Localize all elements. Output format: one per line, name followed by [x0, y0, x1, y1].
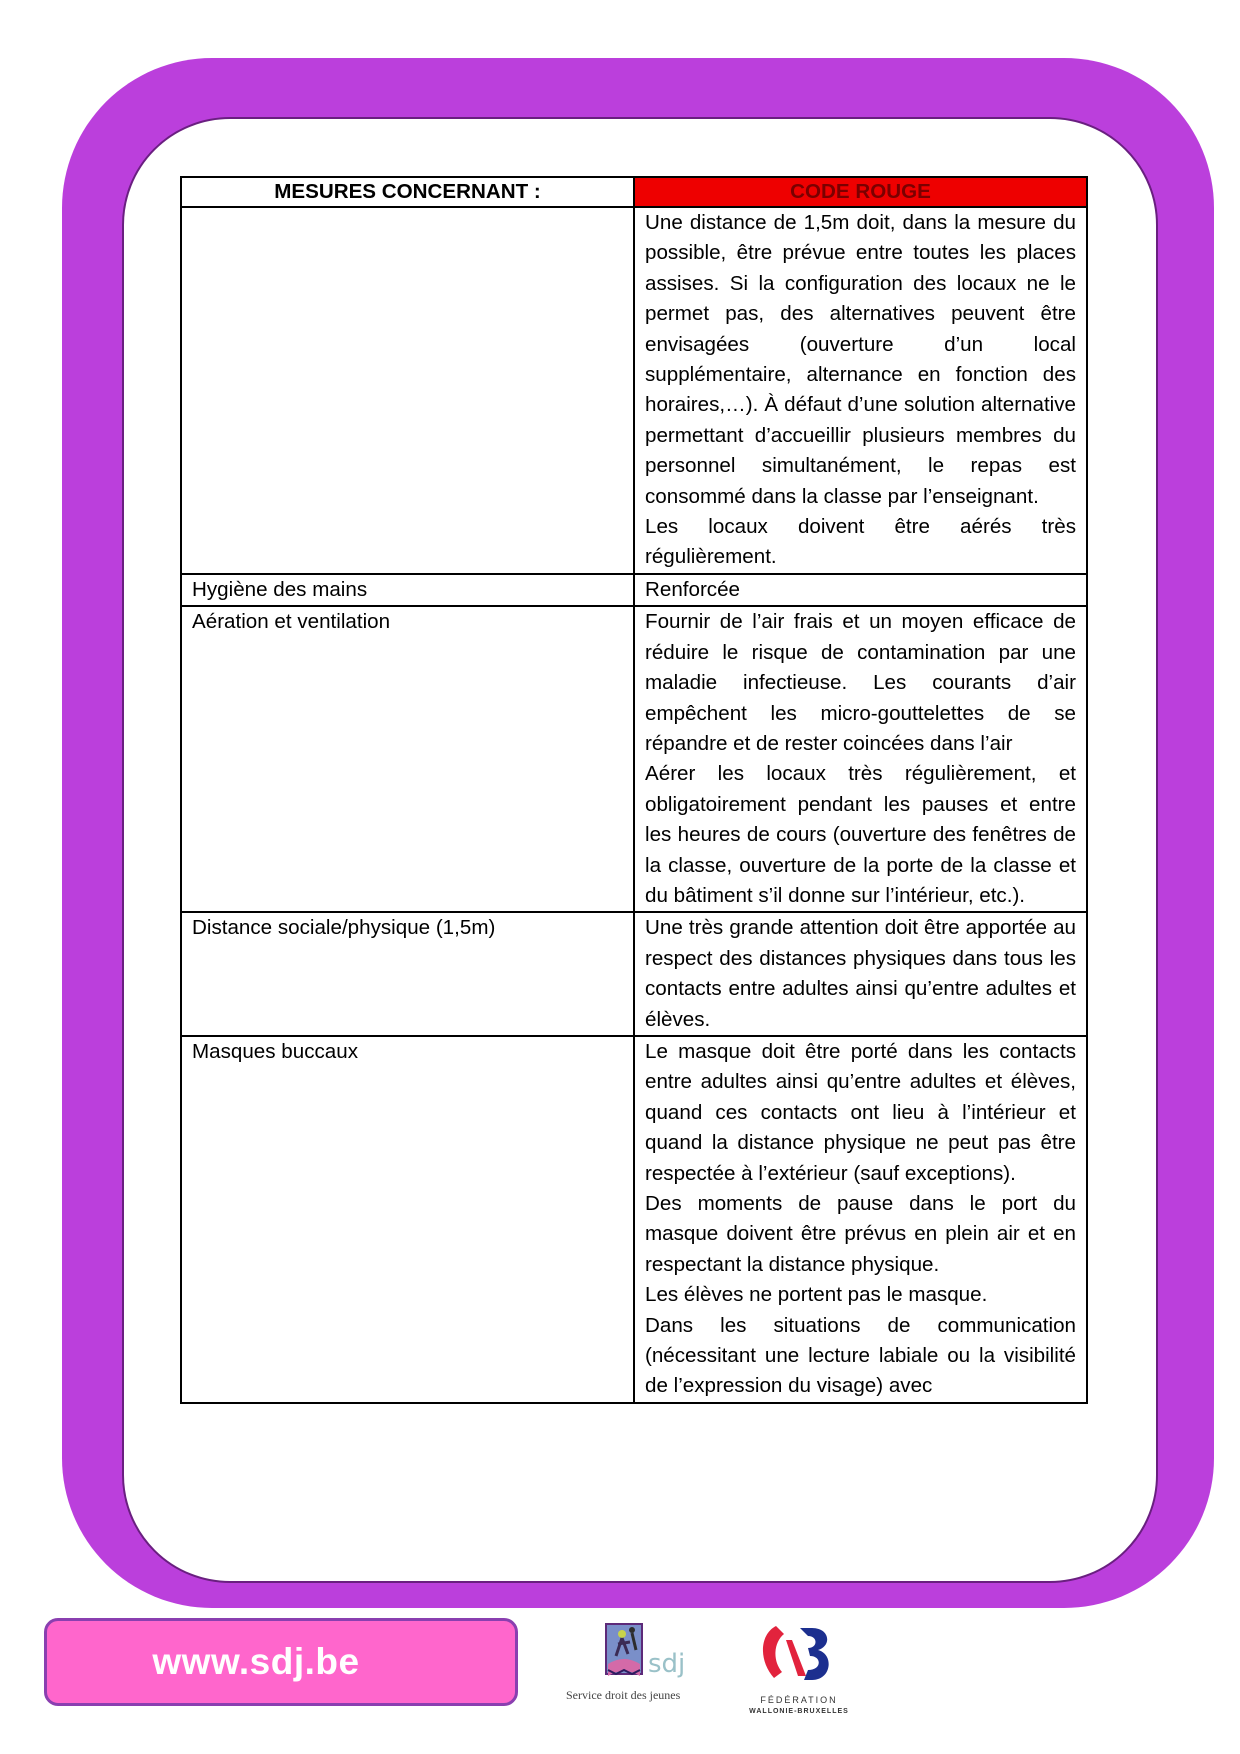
row-description [634, 1036, 1087, 1403]
row-label: Aération et ventilation [181, 606, 634, 912]
row-paragraph: Dans les situations de communication (nécessitant une lecture labiale ou la visibilité de l’expression du visage) avec [645, 1313, 1076, 1398]
row-label: Hygiène des mains [181, 574, 634, 606]
header-measures: MESURES CONCERNANT : [181, 177, 634, 207]
website-link[interactable] [44, 1618, 518, 1706]
table-row [181, 912, 1087, 1036]
row-paragraph: Les élèves ne portent pas le masque. [645, 1283, 988, 1307]
fwb-caption-line2: WALLONIE-BRUXELLES [749, 1708, 849, 1715]
table-row [181, 606, 1087, 912]
sdj-logo-caption: Service droit des jeunes [566, 1688, 681, 1702]
table-row [181, 574, 1087, 606]
fwb-caption-line1: FÉDÉRATION [760, 1695, 838, 1705]
row-paragraph: Renforcée [645, 577, 741, 601]
row-description [634, 912, 1087, 1036]
table-row [181, 1036, 1087, 1403]
row-paragraph: Les locaux doivent être aérés très régulièrement. [645, 515, 1076, 569]
table-row [181, 207, 1087, 574]
measures-table [180, 176, 1088, 1404]
row-description [634, 574, 1087, 606]
row-label: Distance sociale/physique (1,5m) [181, 912, 634, 1036]
row-paragraph: Une très grande attention doit être apportée au respect des distances physiques dans tous les contacts entre adultes ainsi qu’entre adultes et élèves. [645, 916, 1076, 1031]
row-paragraph: Des moments de pause dans le port du masque doivent être prévus en plein air et en respectant la distance physique. [645, 1192, 1076, 1276]
row-paragraph: Aérer les locaux très régulièrement, et obligatoirement pendant les pauses et entre les heures de cours (ouverture des fenêtres de la classe, ouverture de la porte de la classe et du bâtiment s’il donne sur l’intérieur, etc.). [645, 762, 1076, 907]
sdj-logo-letters: sdj [648, 1649, 686, 1679]
website-text[interactable]: www.sdj.be [152, 1641, 360, 1682]
row-paragraph: Une distance de 1,5m doit, dans la mesure du possible, être prévue entre toutes les places assises. Si la configuration des locaux ne le permet pas, des alternatives peuvent être envisagées (ouverture d’un local supplémentaire, alternance en fonction des horaires,…). À défaut d’une solution alternative permettant d’accueillir plusieurs membres du personnel simultanément, le repas est consommé dans la classe par l’enseignant. [645, 211, 1076, 508]
row-paragraph: Le masque doit être porté dans les contacts entre adultes ainsi qu’entre adultes et élèves, quand ces contacts ont lieu à l’intérieur et quand la distance physique ne peut pas être respectée à l’extérieur (sauf exceptions). [645, 1039, 1076, 1185]
row-label [181, 207, 634, 574]
row-label: Masques buccaux [181, 1036, 634, 1403]
row-description [634, 207, 1087, 574]
row-paragraph: Fournir de l’air frais et un moyen efficace de réduire le risque de contamination par une maladie infectieuse. Les courants d’air empêchent les micro-gouttelettes de se répandre et de rester coincées dans l’air [645, 610, 1076, 755]
table-header-row [181, 177, 1087, 207]
fwb-logo-icon [752, 1620, 836, 1690]
row-description [634, 606, 1087, 912]
fwb-logo-caption [744, 1694, 854, 1718]
header-code-rouge: CODE ROUGE [634, 177, 1087, 207]
